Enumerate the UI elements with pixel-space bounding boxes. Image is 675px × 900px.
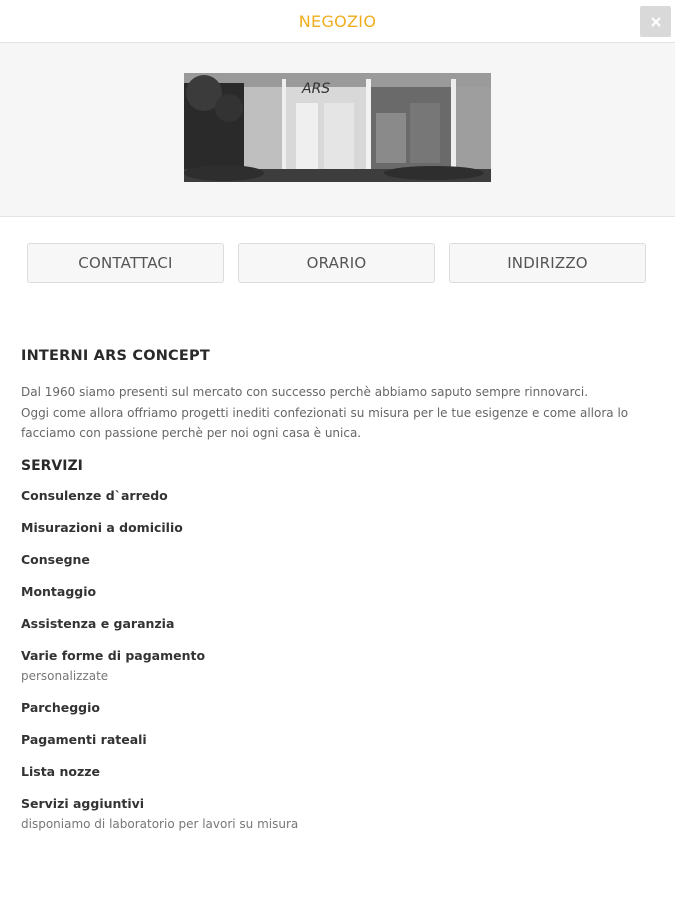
service-item: [21, 582, 661, 602]
service-item: [21, 794, 661, 834]
service-item: [21, 646, 661, 686]
description-line: Oggi come allora offriamo progetti inediti confezionati su misura per le tue esigenze e come allora lo facciamo con passione perchè per noi ogni casa è unica.: [21, 405, 629, 440]
top-bar: [0, 0, 675, 43]
service-name: Servizi aggiuntivi: [21, 795, 145, 811]
storefront-photo: [184, 73, 491, 182]
tab-orario[interactable]: ORARIO: [238, 243, 435, 283]
service-note: personalizzate: [21, 668, 109, 683]
service-name: Consegne: [21, 551, 90, 567]
service-item: [21, 698, 661, 718]
store-description: [21, 382, 661, 444]
services-title: SERVIZI: [21, 457, 83, 474]
store-details: [21, 348, 661, 846]
hero-banner: [0, 43, 675, 217]
tab-contattaci[interactable]: CONTATTACI: [27, 243, 224, 283]
close-icon: [651, 17, 661, 27]
service-name: Pagamenti rateali: [21, 731, 147, 747]
store-sign-text: ARS: [302, 81, 331, 97]
service-item: [21, 518, 661, 538]
service-name: Varie forme di pagamento: [21, 647, 206, 663]
service-note: disponiamo di laboratorio per lavori su misura: [21, 816, 299, 831]
service-name: Misurazioni a domicilio: [21, 519, 183, 535]
description-line: Dal 1960 siamo presenti sul mercato con successo perchè abbiamo saputo sempre rinnovarci.: [21, 385, 589, 399]
info-tabs: [0, 243, 675, 285]
service-name: Assistenza e garanzia: [21, 615, 175, 631]
service-item: [21, 762, 661, 782]
tab-indirizzo[interactable]: INDIRIZZO: [449, 243, 646, 283]
service-item: [21, 730, 661, 750]
close-button[interactable]: [640, 6, 671, 37]
service-name: Montaggio: [21, 583, 97, 599]
page-title: NEGOZIO: [298, 12, 377, 31]
service-item: [21, 614, 661, 634]
service-name: Parcheggio: [21, 699, 100, 715]
service-name: Consulenze d`arredo: [21, 487, 168, 503]
service-name: Lista nozze: [21, 763, 100, 779]
store-name: INTERNI ARS CONCEPT: [21, 348, 210, 364]
service-item: [21, 486, 661, 506]
service-item: [21, 550, 661, 570]
